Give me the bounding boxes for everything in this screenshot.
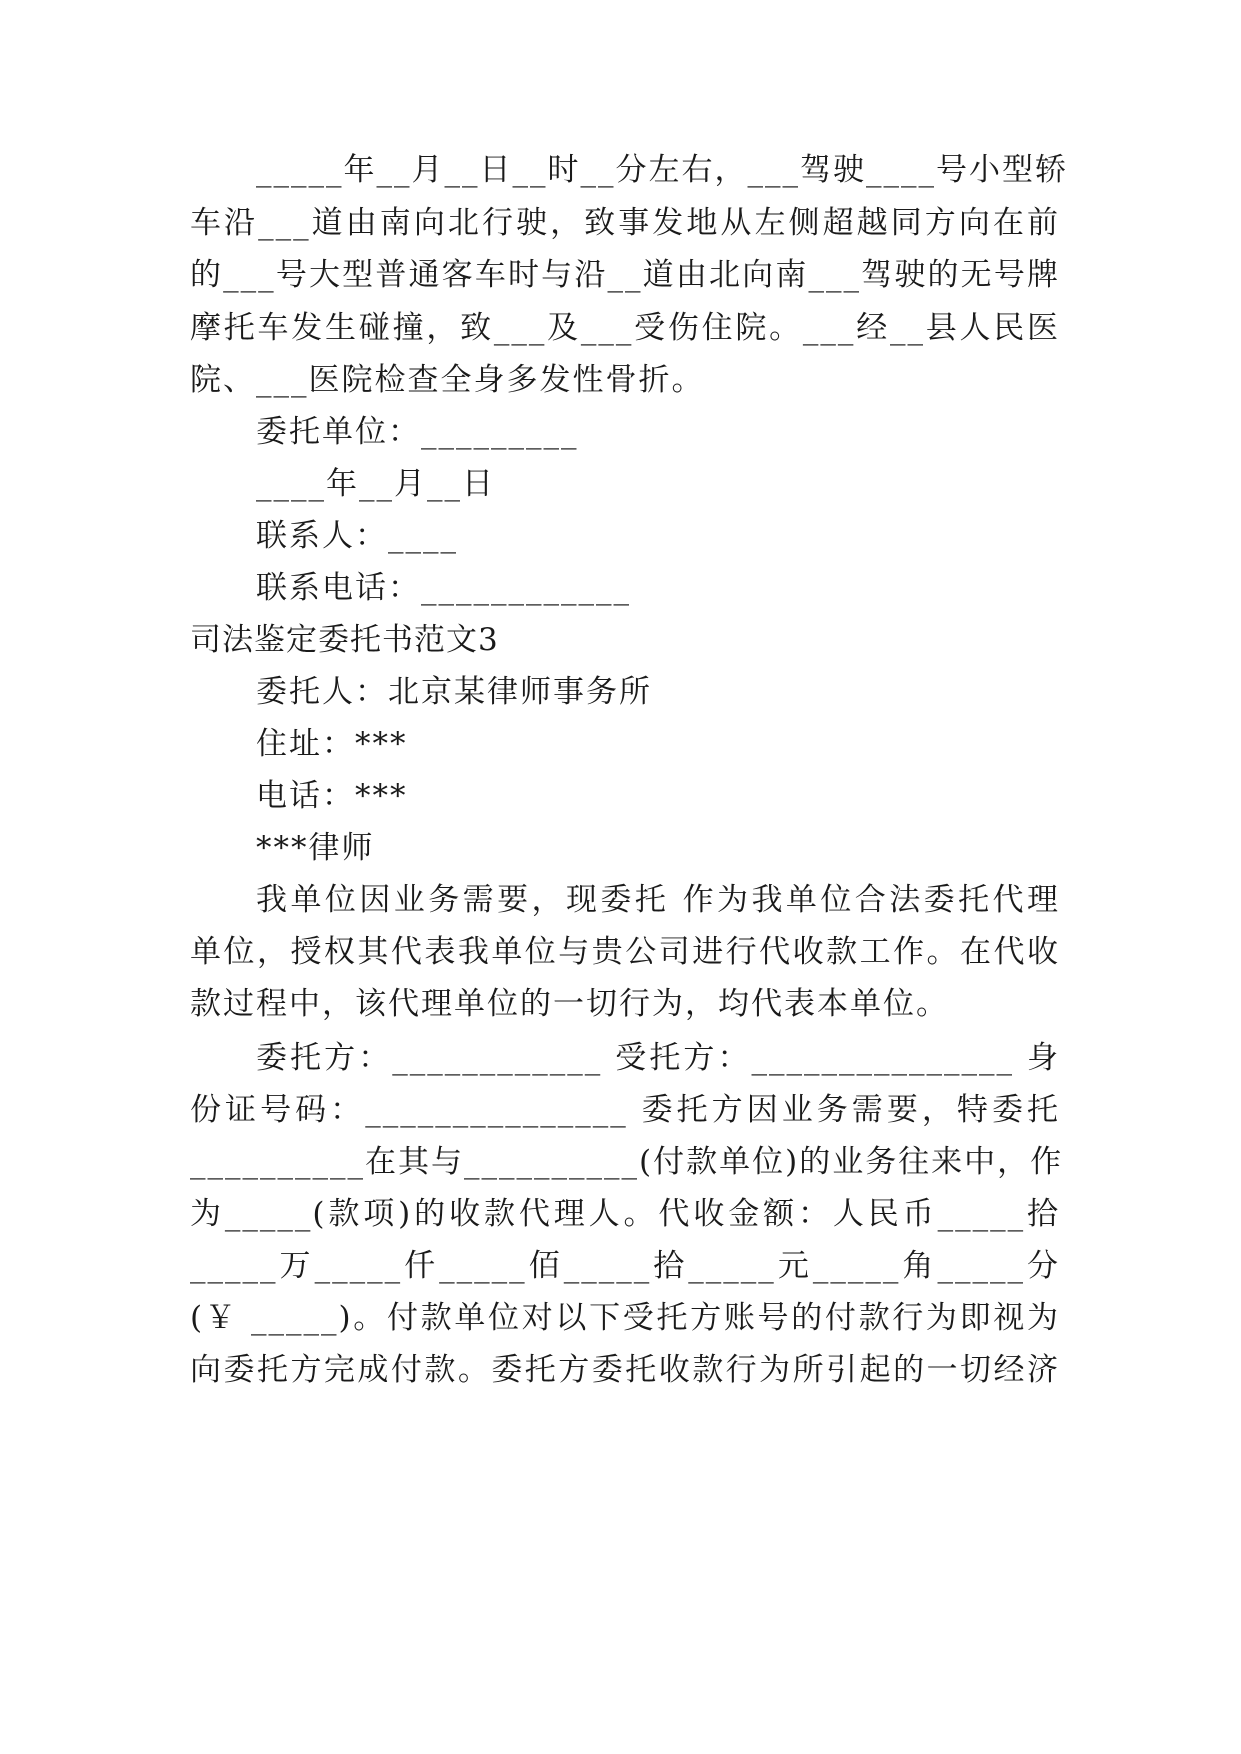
- date-field: ____年__月__日: [256, 466, 495, 502]
- entrusting-unit-field: 委托单位：_________: [256, 414, 579, 450]
- paragraph-line: _____年__月__日__时__分左右，___驾驶____号小型轿: [256, 152, 1068, 188]
- phone-field: 电话：***: [256, 778, 408, 814]
- paragraph-line: 摩托车发生碰撞，致___及___受伤住院。___经__县人民医: [190, 310, 1060, 346]
- section-heading: 司法鉴定委托书范文3: [190, 622, 499, 658]
- paragraph-line: 我单位因业务需要，现委托 作为我单位合法委托代理: [256, 882, 1060, 918]
- contact-phone-field: 联系电话：____________: [256, 570, 631, 606]
- paragraph-line: _____万_____仟_____佰_____拾_____元_____角_____分: [190, 1248, 1060, 1284]
- paragraph-line: 的___号大型普通客车时与沿__道由北向南___驾驶的无号牌: [190, 257, 1060, 293]
- paragraph-line: 为_____(款项)的收款代理人。代收金额：人民币_____拾: [190, 1196, 1060, 1232]
- paragraph-line: (￥ _____)。付款单位对以下受托方账号的付款行为即视为: [190, 1300, 1060, 1336]
- paragraph-line: 份证号码：_______________ 委托方因业务需要，特委托: [190, 1092, 1060, 1128]
- paragraph-line: 单位，授权其代表我单位与贵公司进行代收款工作。在代收: [190, 934, 1060, 970]
- client-field: 委托人：北京某律师事务所: [256, 674, 652, 710]
- address-field: 住址：***: [256, 726, 408, 762]
- paragraph-line: __________在其与__________(付款单位)的业务往来中，作: [190, 1144, 1064, 1180]
- lawyer-field: ***律师: [256, 830, 375, 866]
- paragraph-line: 院、___医院检查全身多发性骨折。: [190, 362, 705, 398]
- contact-person-field: 联系人：____: [256, 518, 458, 554]
- paragraph-line: 车沿___道由南向北行驶，致事发地从左侧超越同方向在前: [190, 205, 1060, 241]
- paragraph-line: 款过程中，该代理单位的一切行为，均代表本单位。: [190, 986, 949, 1022]
- paragraph-line: 向委托方完成付款。委托方委托收款行为所引起的一切经济: [190, 1352, 1060, 1388]
- paragraph-line: 委托方：____________ 受托方：_______________ 身: [256, 1040, 1060, 1076]
